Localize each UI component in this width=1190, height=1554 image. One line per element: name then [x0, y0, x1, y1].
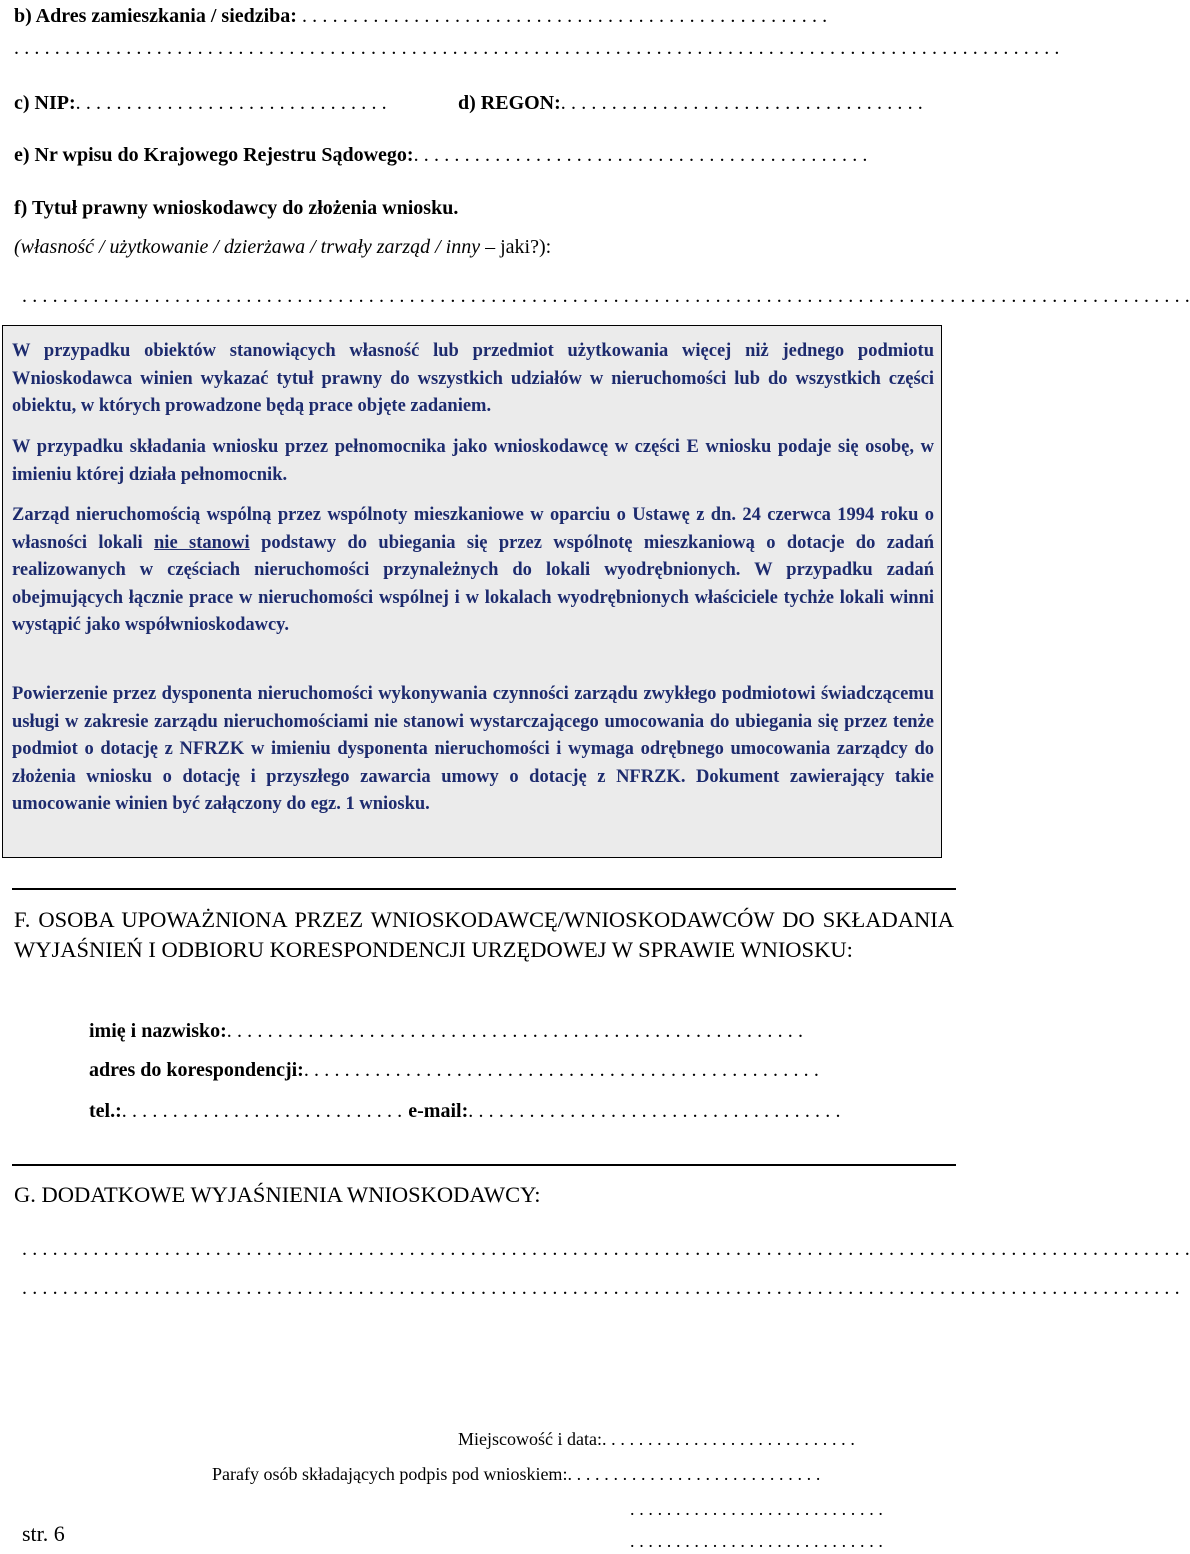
info-paragraph-4: Powierzenie przez dysponenta nieruchomości wykonywania czynności zarządu zwykłego podmiotowi świadczącemu usługi w zakresie zarządu nieruchomościami nie stanowi wystarczającego umocowania do ubiegania się przez tenże podmiot o dotację z NFRZK w imieniu dysponenta nieruchomości i wymaga odrębnego umocowania zarządcy do złożenia wniosku o dotację i przyszłego zawarcia umowy o dotację z NFRZK. Dokument zawierający takie umocowanie winien być załączony do egz. 1 wniosku. — [12, 684, 934, 814]
field-d-dots[interactable]: . . . . . . . . . . . . . . . . . . . . . . . . . . . . . . . . . . . . — [560, 92, 923, 114]
address-dots[interactable]: . . . . . . . . . . . . . . . . . . . . . . . . . . . . . . . . . . . . . . . . . . . . . . . . . . . — [303, 1059, 819, 1081]
tel-dots[interactable]: . . . . . . . . . . . . . . . . . . . . . . . . . . . . — [121, 1100, 403, 1122]
field-c-dots[interactable]: . . . . . . . . . . . . . . . . . . . . . . . . . . . . . . . — [75, 92, 387, 114]
section-g-heading: G. DODATKOWE WYJAŚNIENIA WNIOSKODAWCY: — [14, 1182, 541, 1207]
tel-email-field: tel.:. . . . . . . . . . . . . . . . . . . . . . . . . . . . e-mail:. . . . . . . . . . . . . . . . . . . . . . . . . . . . . . . . . . . . . — [89, 1100, 841, 1122]
place-date-field: Miejscowość i data:. . . . . . . . . . . . . . . . . . . . . . . . . . . . — [458, 1429, 855, 1449]
name-field: imię i nazwisko:. . . . . . . . . . . . . . . . . . . . . . . . . . . . . . . . . . . . . . . . . . . . . . . . . . . . . . . . . — [89, 1020, 804, 1042]
signatures-field: Parafy osób składających podpis pod wnioskiem:. . . . . . . . . . . . . . . . . . . . . . . . . . . . — [212, 1464, 821, 1484]
section-g-dots-2[interactable]: . . . . . . . . . . . . . . . . . . . . . . . . . . . . . . . . . . . . . . . . . . . . . . . . . . . . . . . . . . . . . . . . . . . . . . . . . . . . . . . . . . . . . . . . . . . . . . . . . . . . . . . . . . . . . . . . . . — [22, 1277, 1180, 1299]
section-f-rule — [12, 888, 956, 890]
field-f-hint: (własność / użytkowanie / dzierżawa / trwały zarząd / inny – jaki?): — [14, 236, 552, 258]
signatures-dots[interactable]: . . . . . . . . . . . . . . . . . . . . . . . . . . . . — [567, 1464, 821, 1484]
place-date-dots[interactable]: . . . . . . . . . . . . . . . . . . . . . . . . . . . . — [601, 1429, 855, 1449]
name-dots[interactable]: . . . . . . . . . . . . . . . . . . . . . . . . . . . . . . . . . . . . . . . . . . . . . . . . . . . . . . . . . — [226, 1020, 804, 1042]
section-g-dots-1[interactable]: . . . . . . . . . . . . . . . . . . . . . . . . . . . . . . . . . . . . . . . . . . . . . . . . . . . . . . . . . . . . . . . . . . . . . . . . . . . . . . . . . . . . . . . . . . . . . . . . . . . . . . . . . . . . . . . . . . . — [22, 1238, 1190, 1260]
page-number: str. 6 — [22, 1521, 65, 1546]
field-b-label: b) Adres zamieszkania / siedziba: . . . . . . . . . . . . . . . . . . . . . . . . . . . . . . . . . . . . . . . . . . . . . . . . . . . . — [14, 5, 828, 27]
field-d-label: d) REGON:. . . . . . . . . . . . . . . . . . . . . . . . . . . . . . . . . . . . — [458, 92, 923, 114]
info-paragraph-1: W przypadku obiektów stanowiących własność lub przedmiot użytkowania więcej niż jednego podmiotu Wnioskodawca winien wykazać tytuł prawny do wszystkich udziałów w nieruchomości lub do wszystkich części obiektu, w których prowadzone będą prace objęte zadaniem. — [12, 341, 934, 416]
field-b-dots[interactable]: . . . . . . . . . . . . . . . . . . . . . . . . . . . . . . . . . . . . . . . . . . . . . . . . . . . . — [301, 5, 828, 27]
info-paragraph-3: Zarząd nieruchomością wspólną przez wspólnoty mieszkaniowe w oparciu o Ustawę z dn. 24 czerwca 1994 roku o własności lokali nie stanowi podstawy do ubiegania się przez wspólnotę mieszkaniową o dotacje do zadań realizowanych w częściach nieruchomości przynależnych do lokali wyodrębnionych. W przypadku zadań obejmujących łącznie prace w nieruchomości wspólnej i w lokalach wyodrębnionych właściciele tychże lokali winni wystąpić jako współwnioskodawcy. — [12, 505, 934, 635]
address-field: adres do korespondencji:. . . . . . . . . . . . . . . . . . . . . . . . . . . . . . . . . . . . . . . . . . . . . . . . . . . — [89, 1059, 819, 1081]
signatures-dots-2[interactable]: . . . . . . . . . . . . . . . . . . . . . . . . . . . . — [630, 1499, 883, 1519]
field-c-label: c) NIP:. . . . . . . . . . . . . . . . . . . . . . . . . . . . . . . — [14, 92, 387, 114]
field-f-dots[interactable]: . . . . . . . . . . . . . . . . . . . . . . . . . . . . . . . . . . . . . . . . . . . . . . . . . . . . . . . . . . . . . . . . . . . . . . . . . . . . . . . . . . . . . . . . . . . . . . . . . . . . . . . . . . . . . . . . . . . — [22, 285, 1190, 307]
section-f-heading: F. OSOBA UPOWAŻNIONA PRZEZ WNIOSKODAWCĘ/WNIOSKODAWCÓW DO SKŁADANIA WYJAŚNIEŃ I ODBIORU KORESPONDENCJI URZĘDOWEJ W SPRAWIE WNIOSKU: — [14, 907, 954, 962]
info-paragraph-2: W przypadku składania wniosku przez pełnomocnika jako wnioskodawcę w części E wniosku podaje się osobę, w imieniu której działa pełnomocnik. — [12, 437, 934, 485]
field-e-label: e) Nr wpisu do Krajowego Rejestru Sądowego:. . . . . . . . . . . . . . . . . . . . . . . . . . . . . . . . . . . . . . . . . . . . . — [14, 144, 868, 166]
email-dots[interactable]: . . . . . . . . . . . . . . . . . . . . . . . . . . . . . . . . . . . . . — [468, 1100, 841, 1122]
signatures-dots-3[interactable]: . . . . . . . . . . . . . . . . . . . . . . . . . . . . — [630, 1531, 883, 1551]
field-b-dots-line2[interactable]: . . . . . . . . . . . . . . . . . . . . . . . . . . . . . . . . . . . . . . . . . . . . . . . . . . . . . . . . . . . . . . . . . . . . . . . . . . . . . . . . . . . . . . . . . . . . . . . . . . . . . . . — [14, 37, 1060, 59]
underlined-nie-stanowi: nie stanowi — [154, 532, 250, 553]
field-f-label: f) Tytuł prawny wnioskodawcy do złożenia wniosku. — [14, 197, 459, 219]
section-g-rule — [12, 1164, 956, 1166]
field-e-dots[interactable]: . . . . . . . . . . . . . . . . . . . . . . . . . . . . . . . . . . . . . . . . . . . . . — [413, 144, 868, 166]
